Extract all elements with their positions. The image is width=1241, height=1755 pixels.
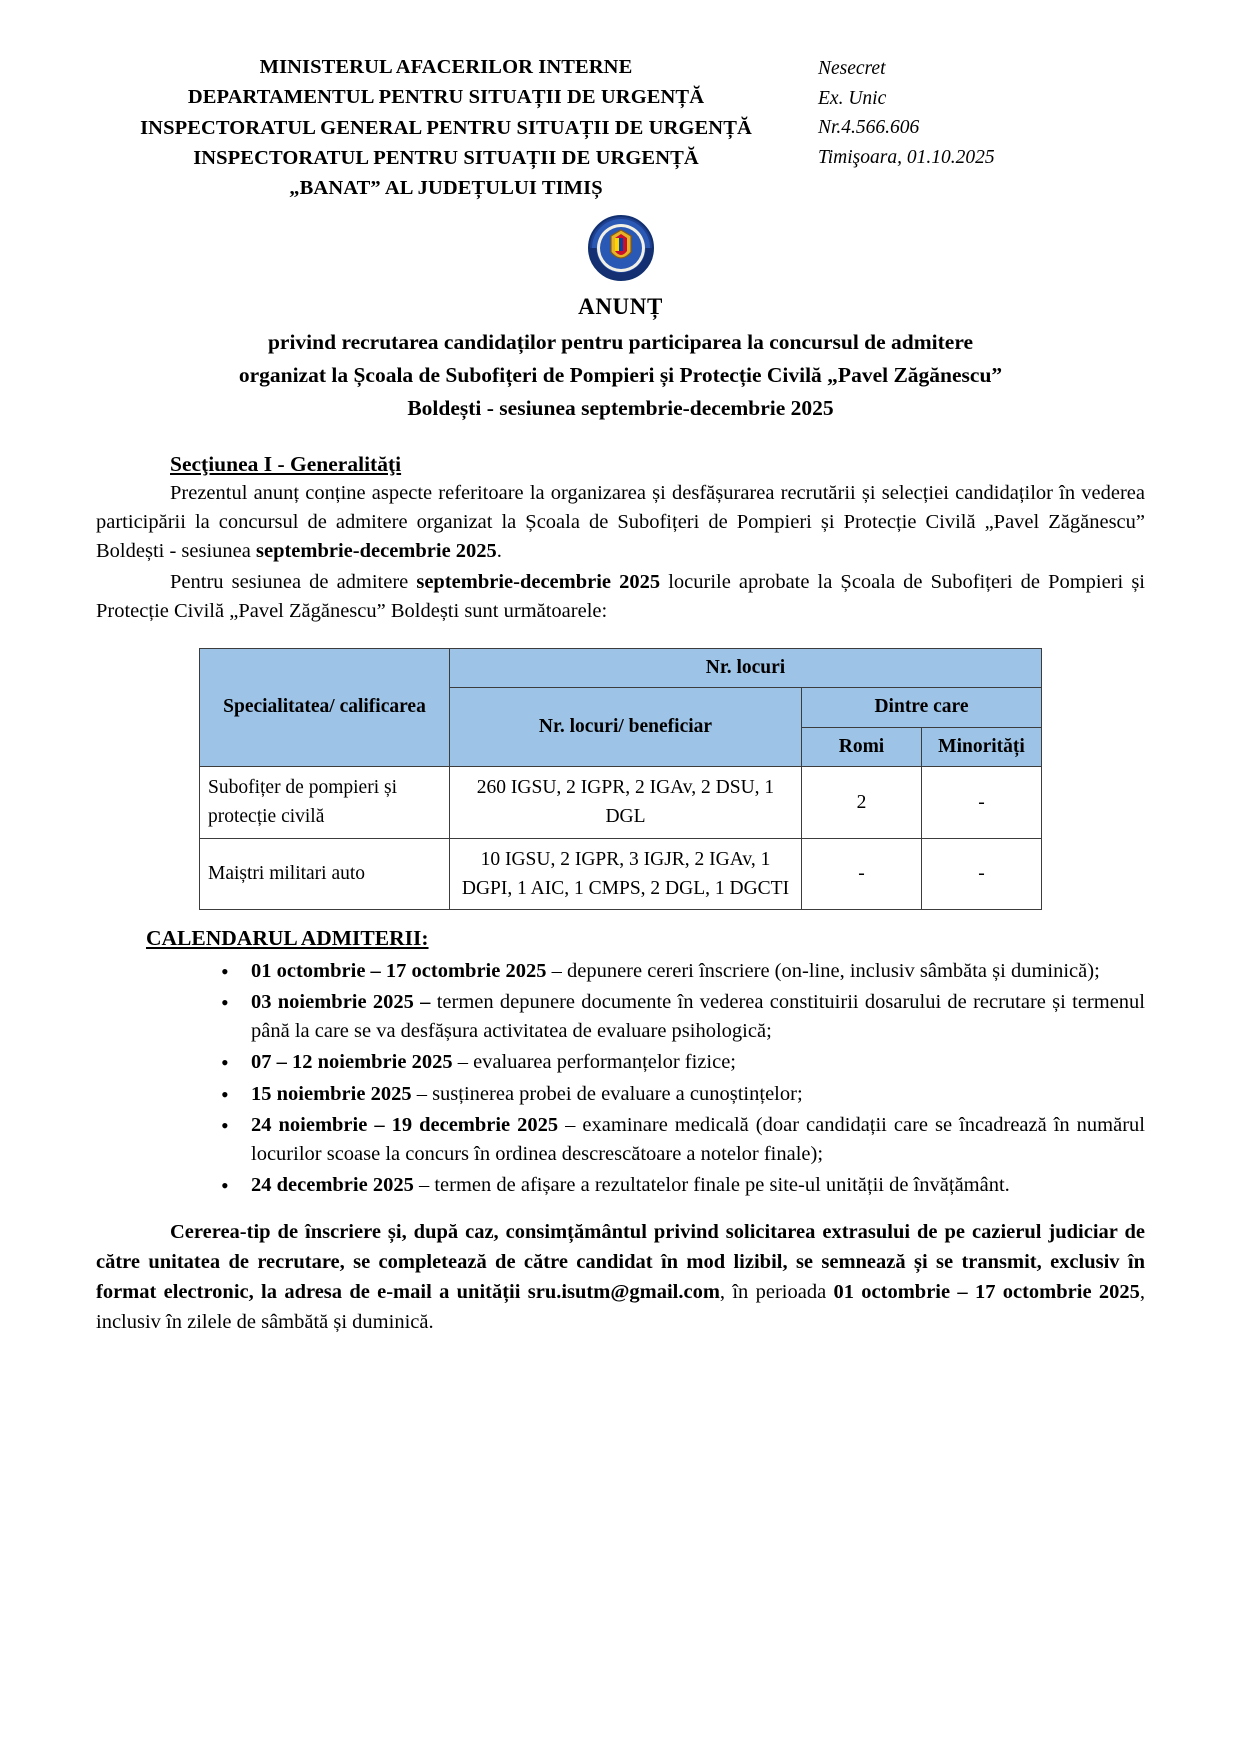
subtitle-line-3: Boldești - sesiunea septembrie-decembrie 2025 bbox=[407, 396, 834, 421]
calendar-heading: CALENDARUL ADMITERII: bbox=[146, 926, 429, 951]
list-item bbox=[221, 1111, 1145, 1169]
closing-bold-2: 01 octombrie – 17 octombrie 2025 bbox=[833, 1280, 1140, 1303]
copy-label: Ex. Unic bbox=[818, 87, 887, 109]
authority-line-4: INSPECTORATUL PENTRU SITUAȚII DE URGENȚĂ bbox=[193, 146, 699, 169]
calendar-item-4-text: – examinare medicală (doar candidații care se încadrează în numărul locurilor scoase la concurs în ordinea descrescătoare a notelor finale); bbox=[251, 1113, 1145, 1165]
calendar-item-5-date: 24 decembrie 2025 bbox=[251, 1173, 414, 1196]
par1-text-a: Prezentul anunț conține aspecte referitoare la organizarea și desfășurarea recrutării și selecției candidaților în vederea participării la concursul de admitere organizat la Școala de Subofițeri de Pompieri și Protecție Civilă „Pavel Zăgănescu” Boldești - sesiunea bbox=[96, 481, 1145, 562]
row-1-beneficiar: 10 IGSU, 2 IGPR, 3 IGJR, 2 IGAv, 1 DGPI, 1 AIC, 1 CMPS, 2 DGL, 1 DGCTI bbox=[449, 838, 801, 910]
list-item bbox=[221, 957, 1145, 986]
contact-email[interactable]: sru.isutm@gmail.com bbox=[527, 1280, 720, 1303]
calendar-item-4-date: 24 noiembrie – 19 decembrie 2025 bbox=[251, 1113, 559, 1136]
table-row bbox=[199, 838, 1041, 910]
section-1-paragraph-1 bbox=[96, 479, 1145, 566]
closing-bold-1: Cererea-tip de înscriere și, după caz, consimțământul privind solicitarea extrasului de pe cazierul judiciar de către unitatea de recrutare, se completează de către candidat în mod lizibil, se semnează și se transmit, exclusiv în format electronic, la adresa de e-mail a unității bbox=[96, 1220, 1145, 1303]
row-1-romi: - bbox=[801, 838, 921, 910]
section-1-heading: Secţiunea I - Generalităţi bbox=[170, 451, 402, 476]
closing-tail: , inclusiv în zilele de sâmbătă și duminică. bbox=[96, 1280, 1145, 1333]
row-0-beneficiar: 260 IGSU, 2 IGPR, 2 IGAv, 2 DSU, 1 DGL bbox=[449, 767, 801, 839]
par2-bold: septembrie-decembrie 2025 bbox=[416, 570, 661, 593]
subtitle-line-2: organizat la Școala de Subofițeri de Pompieri și Protecție Civilă „Pavel Zăgănescu” bbox=[238, 362, 1003, 387]
list-item bbox=[221, 1171, 1145, 1200]
header-minoritati: Minorități bbox=[921, 727, 1041, 766]
calendar-item-2-date: 07 – 12 noiembrie 2025 bbox=[251, 1051, 453, 1074]
registration-number: Nr.4.566.606 bbox=[818, 117, 920, 139]
document-registry-block bbox=[796, 52, 1145, 173]
section-1-paragraph-2 bbox=[96, 568, 1145, 626]
emblem-container bbox=[96, 208, 1145, 286]
row-0-minoritati: - bbox=[921, 767, 1041, 839]
closing-mid: , în perioada bbox=[719, 1280, 834, 1303]
authority-line-3: INSPECTORATUL GENERAL PENTRU SITUAȚII DE URGENȚĂ bbox=[140, 116, 752, 139]
calendar-item-0-text: – depunere cereri înscriere (on-line, inclusiv sâmbăta și duminică); bbox=[546, 960, 1100, 983]
header-dintre-care: Dintre care bbox=[801, 688, 1041, 727]
calendar-item-2-text: – evaluarea performanțelor fizice; bbox=[452, 1051, 736, 1074]
row-0-romi: 2 bbox=[801, 767, 921, 839]
calendar-item-3-date: 15 noiembrie 2025 bbox=[251, 1082, 412, 1105]
par1-bold: septembrie-decembrie 2025 bbox=[256, 539, 497, 562]
closing-paragraph bbox=[96, 1218, 1145, 1338]
row-0-specialitate: Subofițer de pompieri și protecție civilă bbox=[199, 767, 449, 839]
issuing-authority-block bbox=[96, 52, 796, 204]
list-item bbox=[221, 1048, 1145, 1077]
calendar-item-3-text: – susținerea probei de evaluare a cunoștințelor; bbox=[411, 1082, 803, 1105]
header-nr-locuri: Nr. locuri bbox=[449, 649, 1041, 688]
subtitle-line-1: privind recrutarea candidaților pentru participarea la concursul de admitere bbox=[267, 329, 974, 354]
calendar-item-5-text: – termen de afișare a rezultatelor finale pe site-ul unității de învățământ. bbox=[413, 1173, 1010, 1196]
table-row bbox=[199, 767, 1041, 839]
calendar-list bbox=[96, 957, 1145, 1200]
calendar-item-1-date: 03 noiembrie 2025 – bbox=[251, 991, 431, 1014]
isu-emblem-icon bbox=[575, 208, 667, 286]
header-specialitate-label: Specialitatea/ calificarea bbox=[223, 696, 426, 718]
place-and-date: Timişoara, 01.10.2025 bbox=[818, 146, 995, 168]
header-beneficiar: Nr. locuri/ beneficiar bbox=[449, 688, 801, 767]
calendar-item-1-text: termen depunere documente în vederea constituirii dosarului de recrutare și termenul până la care se va desfășura activitatea de evaluare psihologică; bbox=[251, 991, 1145, 1043]
header-romi: Romi bbox=[801, 727, 921, 766]
places-table bbox=[199, 648, 1042, 910]
calendar-item-0-date: 01 octombrie – 17 octombrie 2025 bbox=[251, 960, 547, 983]
table-header-row-1 bbox=[199, 649, 1041, 688]
list-item bbox=[221, 1080, 1145, 1109]
header-specialitate bbox=[199, 649, 449, 767]
row-1-minoritati: - bbox=[921, 838, 1041, 910]
par2-text-a: Pentru sesiunea de admitere bbox=[170, 570, 417, 593]
classification-label: Nesecret bbox=[818, 58, 886, 79]
authority-line-1: MINISTERUL AFACERILOR INTERNE bbox=[259, 56, 633, 78]
authority-line-2: DEPARTAMENTUL PENTRU SITUAȚII DE URGENȚĂ bbox=[187, 86, 705, 109]
par2-text-c: locurile aprobate la Școala de Subofițeri de Pompieri și Protecție Civilă „Pavel Zăgănescu” Boldești sunt următoarele: bbox=[96, 570, 1146, 623]
par1-text-c: . bbox=[496, 539, 502, 562]
announcement-title-block bbox=[96, 294, 1145, 426]
page-title: ANUNȚ bbox=[578, 293, 663, 319]
row-1-specialitate: Maiștri militari auto bbox=[199, 838, 449, 910]
document-header bbox=[96, 52, 1145, 204]
authority-line-5: „BANAT” AL JUDEȚULUI TIMIȘ bbox=[289, 177, 603, 200]
list-item bbox=[221, 988, 1145, 1046]
